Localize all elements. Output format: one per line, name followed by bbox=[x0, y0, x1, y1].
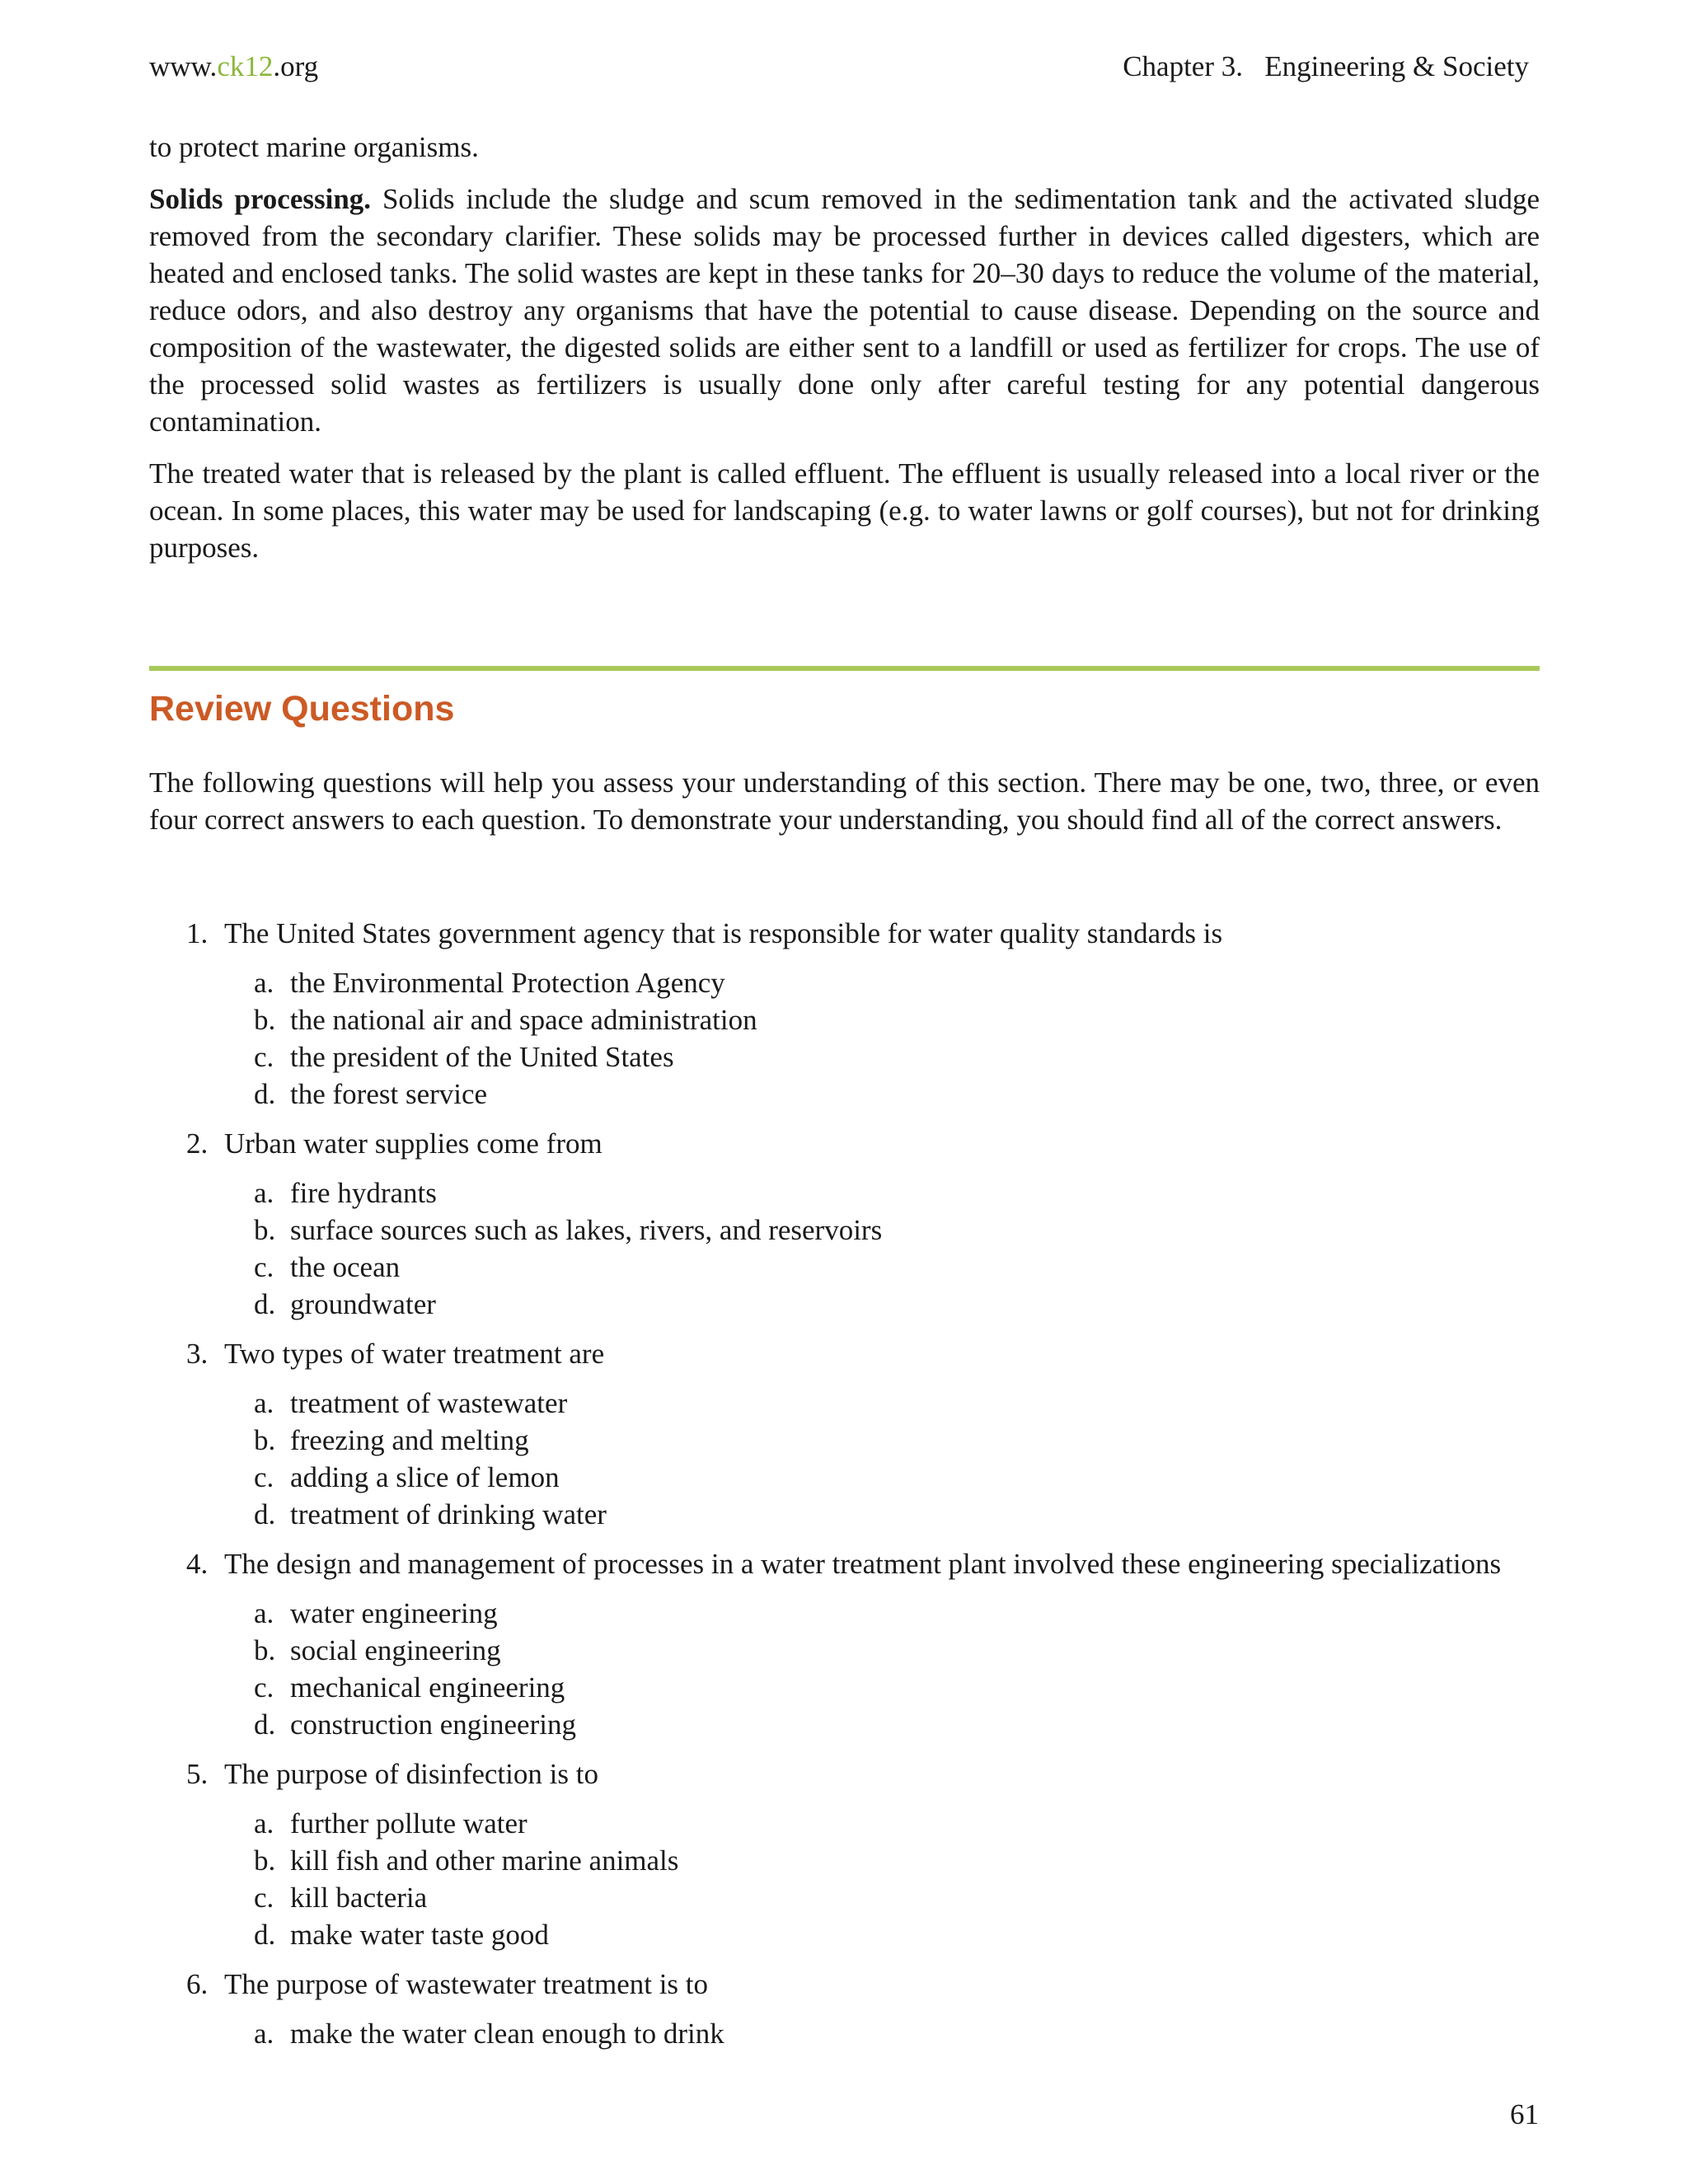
answer-option bbox=[149, 1879, 1550, 1916]
review-questions-heading: Review Questions bbox=[149, 689, 455, 729]
answer-option bbox=[149, 2015, 1550, 2052]
answer-option bbox=[149, 1669, 1550, 1706]
continuation-paragraph: to protect marine organisms. bbox=[149, 131, 479, 163]
option-text: adding a slice of lemon bbox=[290, 1461, 560, 1493]
answer-option bbox=[149, 1459, 1550, 1496]
question-item bbox=[149, 1966, 1550, 2052]
option-list bbox=[149, 1385, 1550, 1533]
answer-option bbox=[149, 1805, 1550, 1842]
option-list bbox=[149, 964, 1550, 1113]
answer-option bbox=[149, 1706, 1550, 1743]
option-letter: b. bbox=[254, 1004, 276, 1036]
question-text: The purpose of wastewater treatment is to bbox=[224, 1968, 709, 2000]
option-text: freezing and melting bbox=[290, 1424, 529, 1456]
answer-option bbox=[149, 1001, 1550, 1038]
answer-option bbox=[149, 1174, 1550, 1212]
answer-option bbox=[149, 1286, 1550, 1323]
answer-option bbox=[149, 1916, 1550, 1953]
question-number: 1. bbox=[186, 917, 209, 949]
solids-paragraph bbox=[149, 180, 1540, 440]
answer-option bbox=[149, 1212, 1550, 1249]
option-text: construction engineering bbox=[290, 1708, 576, 1741]
option-text: make the water clean enough to drink bbox=[290, 2018, 724, 2050]
answer-option bbox=[149, 1076, 1550, 1113]
option-text: groundwater bbox=[290, 1288, 436, 1320]
option-letter: a. bbox=[254, 1387, 274, 1419]
option-text: social engineering bbox=[290, 1634, 501, 1666]
question-item bbox=[149, 1755, 1550, 1953]
question-list bbox=[149, 915, 1550, 2064]
question-item bbox=[149, 1335, 1550, 1533]
option-text: water engineering bbox=[290, 1597, 498, 1629]
answer-option bbox=[149, 964, 1550, 1001]
option-text: surface sources such as lakes, rivers, and reservoirs bbox=[290, 1214, 883, 1246]
option-text: mechanical engineering bbox=[290, 1671, 565, 1704]
question-item bbox=[149, 1545, 1550, 1743]
option-letter: a. bbox=[254, 1807, 274, 1840]
option-text: the Environmental Protection Agency bbox=[290, 967, 725, 999]
site-url[interactable] bbox=[149, 46, 318, 87]
option-letter: d. bbox=[254, 1078, 276, 1110]
option-letter: d. bbox=[254, 1708, 276, 1741]
answer-option bbox=[149, 1842, 1550, 1879]
option-letter: d. bbox=[254, 1288, 276, 1320]
option-letter: c. bbox=[254, 1251, 274, 1283]
answer-option bbox=[149, 1038, 1550, 1076]
option-text: kill fish and other marine animals bbox=[290, 1844, 679, 1877]
option-letter: d. bbox=[254, 1498, 276, 1530]
solids-heading: Solids processing. bbox=[149, 183, 372, 215]
review-intro: The following questions will help you assess your understanding of this section. There may be one, two, three, or even four correct answers to each question. To demonstrate your understanding, you should find all of the correct answers. bbox=[149, 766, 1540, 836]
answer-option bbox=[149, 1422, 1550, 1459]
site-prefix: www. bbox=[149, 50, 218, 82]
question-stem bbox=[149, 1125, 1550, 1162]
site-brand: ck12 bbox=[217, 50, 274, 82]
option-text: kill bacteria bbox=[290, 1882, 428, 1914]
option-letter: d. bbox=[254, 1919, 276, 1951]
option-letter: c. bbox=[254, 1461, 274, 1493]
question-stem bbox=[149, 1335, 1550, 1372]
option-text: the national air and space administration bbox=[290, 1004, 757, 1036]
question-text: The design and management of processes in a water treatment plant involved these engineering specializations bbox=[224, 1548, 1502, 1580]
question-text: The purpose of disinfection is to bbox=[224, 1758, 598, 1790]
answer-option bbox=[149, 1595, 1550, 1632]
option-letter: b. bbox=[254, 1214, 276, 1246]
question-stem bbox=[149, 1545, 1550, 1582]
option-letter: c. bbox=[254, 1671, 274, 1704]
option-letter: a. bbox=[254, 967, 274, 999]
option-text: the ocean bbox=[290, 1251, 401, 1283]
option-text: make water taste good bbox=[290, 1919, 549, 1951]
question-number: 5. bbox=[186, 1758, 209, 1790]
option-list bbox=[149, 2015, 1550, 2052]
answer-option bbox=[149, 1249, 1550, 1286]
answer-option bbox=[149, 1632, 1550, 1669]
question-number: 3. bbox=[186, 1338, 209, 1370]
option-text: the president of the United States bbox=[290, 1041, 674, 1073]
answer-option bbox=[149, 1496, 1550, 1533]
answer-option bbox=[149, 1385, 1550, 1422]
question-number: 2. bbox=[186, 1127, 209, 1160]
question-text: Two types of water treatment are bbox=[224, 1338, 605, 1370]
body-text bbox=[149, 129, 1540, 581]
option-text: further pollute water bbox=[290, 1807, 528, 1840]
question-stem bbox=[149, 915, 1550, 952]
option-letter: c. bbox=[254, 1882, 274, 1914]
chapter-title: Chapter 3. Engineering & Society bbox=[1123, 50, 1529, 82]
effluent-paragraph: The treated water that is released by the plant is called effluent. The effluent is usually released into a local river or the ocean. In some places, this water may be used for landscaping (e.g. to water lawns or golf courses), but not for drinking purposes. bbox=[149, 457, 1540, 564]
question-number: 6. bbox=[186, 1968, 209, 2000]
site-suffix: .org bbox=[273, 50, 319, 82]
section-divider bbox=[149, 666, 1540, 671]
question-text: Urban water supplies come from bbox=[224, 1127, 603, 1160]
question-text: The United States government agency that is responsible for water quality standards is bbox=[224, 917, 1223, 949]
question-stem bbox=[149, 1755, 1550, 1793]
question-number: 4. bbox=[186, 1548, 209, 1580]
option-text: the forest service bbox=[290, 1078, 488, 1110]
option-letter: c. bbox=[254, 1041, 274, 1073]
option-letter: a. bbox=[254, 1177, 274, 1209]
option-text: treatment of wastewater bbox=[290, 1387, 568, 1419]
option-letter: b. bbox=[254, 1424, 276, 1456]
option-text: fire hydrants bbox=[290, 1177, 437, 1209]
running-header bbox=[149, 46, 1539, 87]
question-item bbox=[149, 1125, 1550, 1323]
option-letter: a. bbox=[254, 1597, 274, 1629]
page-number: 61 bbox=[1510, 2098, 1539, 2130]
option-text: treatment of drinking water bbox=[290, 1498, 607, 1530]
option-letter: b. bbox=[254, 1634, 276, 1666]
option-list bbox=[149, 1805, 1550, 1953]
option-letter: b. bbox=[254, 1844, 276, 1877]
option-letter: a. bbox=[254, 2018, 274, 2050]
solids-text: Solids include the sludge and scum removed in the sedimentation tank and the activated sludge removed from the secondary clarifier. These solids may be processed further in devices called digesters, which are heated and enclosed tanks. The solid wastes are kept in these tanks for 20–30 days to reduce the volume of the material, reduce odors, and also destroy any organisms that have the potential to cause disease. Depending on the source and composition of the wastewater, the digested solids are either sent to a landfill or used as fertilizer for crops. The use of the processed solid wastes as fertilizers is usually done only after careful testing for any potential dangerous contamination. bbox=[149, 183, 1540, 438]
option-list bbox=[149, 1595, 1550, 1743]
question-stem bbox=[149, 1966, 1550, 2003]
question-item bbox=[149, 915, 1550, 1113]
option-list bbox=[149, 1174, 1550, 1323]
